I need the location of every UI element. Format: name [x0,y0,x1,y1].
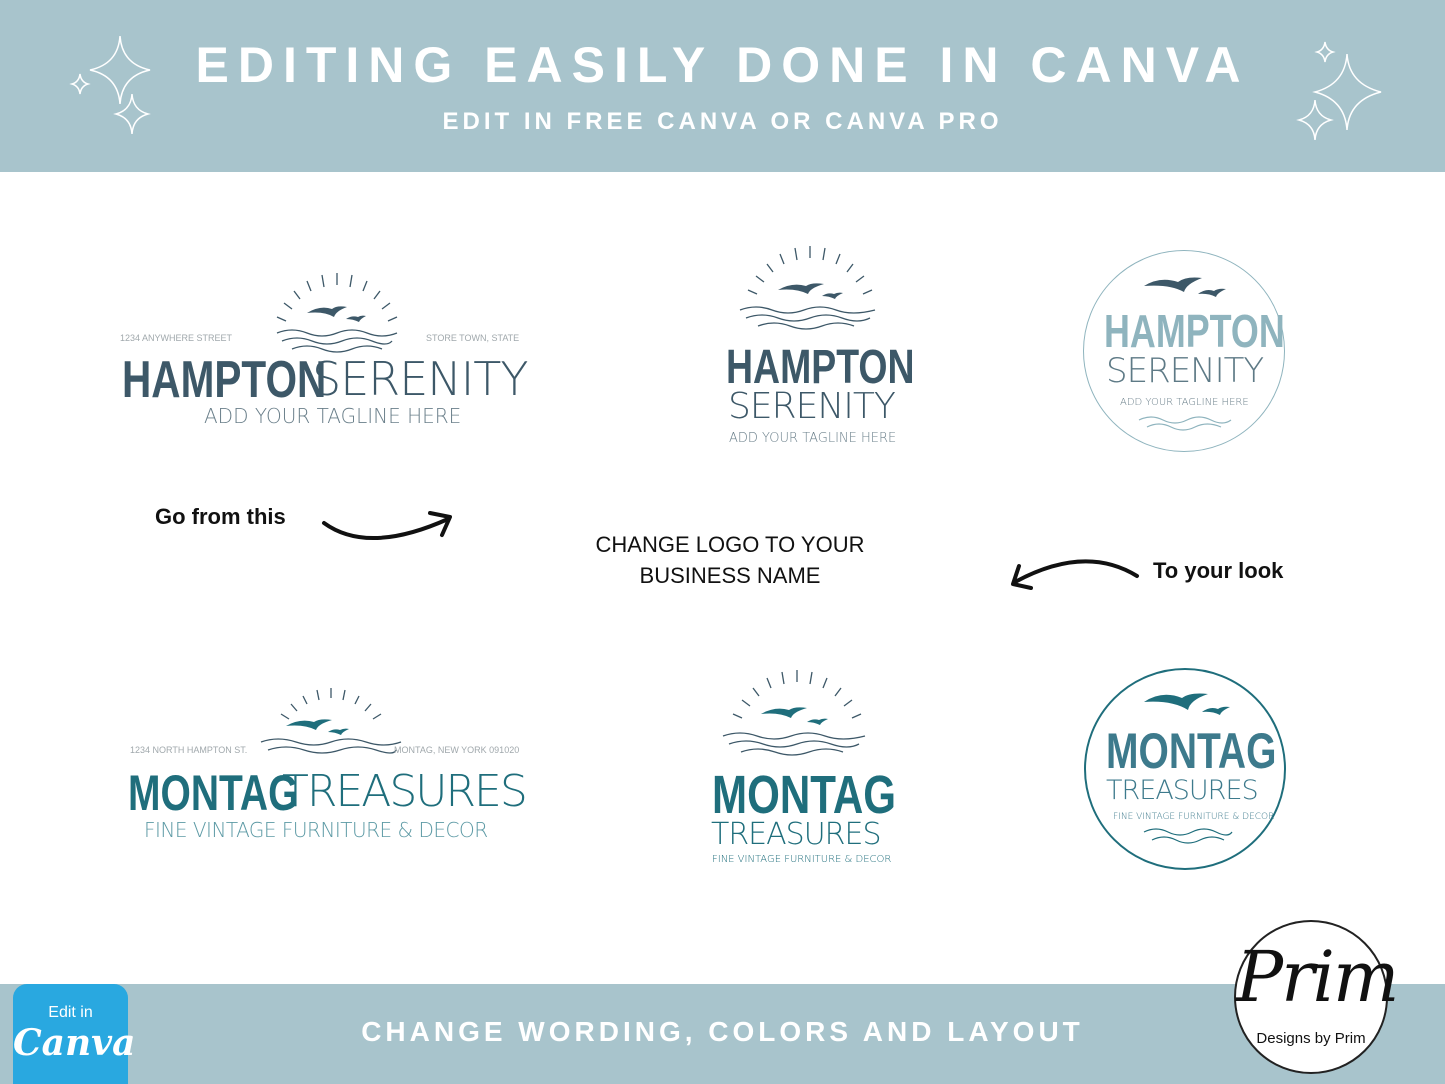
address-left: 1234 ANYWHERE STREET [120,333,233,343]
prim-logo-word: Prim [1236,936,1398,1018]
sparkle-icon-right [1285,40,1385,150]
logo-tagline: ADD YOUR TAGLINE HERE [729,431,897,446]
go-from-this-label: Go from this [155,504,286,529]
edit-in-canva-badge[interactable] [13,984,136,1084]
to-your-look-label: To your look [1153,558,1284,583]
logo-name-bold: HAMPTON [122,351,327,409]
address-right: MONTAG, NEW YORK 091020 [394,745,520,755]
logo-name-bold: MONTAG [1106,723,1277,779]
curved-arrow-left-icon [1005,550,1145,595]
logo-name-light: SERENITY [1106,351,1264,391]
logo-tagline: FINE VINTAGE FURNITURE & DECOR [1113,812,1275,822]
logo-tagline: ADD YOUR TAGLINE HERE [1120,397,1249,408]
waves-icon [1135,414,1235,436]
sunrise-seagull-icon [715,664,880,764]
logo-name-bold: HAMPTON [1104,305,1285,357]
center-text-line2: BUSINESS NAME [639,563,821,588]
canva-logo-text: Canva [13,1022,136,1064]
logo-name-light: TREASURES [282,766,526,817]
prim-logo-badge [1234,920,1398,1074]
sparkle-icon-left [60,30,160,140]
center-text-line1: CHANGE LOGO TO YOUR [595,532,865,557]
logo-name-light: SERENITY [728,386,895,427]
sunrise-seagull-icon [730,240,890,340]
sunrise-seagull-icon [256,682,406,762]
subheadline: EDIT IN FREE CANVA OR CANVA PRO [442,108,1003,135]
logo-name-light: TREASURES [1106,775,1258,806]
address-left: 1234 NORTH HAMPTON ST. [130,745,248,755]
logo-name-bold: MONTAG [712,765,897,825]
prim-logo-subtitle: Designs by Prim [1256,1030,1366,1047]
logo-name-light: TREASURES [711,817,881,852]
seagull-icon [1140,686,1235,722]
logo-name-light: SERENITY [312,352,528,406]
headline: EDITING EASILY DONE IN CANVA [195,37,1250,93]
seagull-icon [1140,270,1230,306]
logo-tagline: FINE VINTAGE FURNITURE & DECOR [712,854,892,865]
logo-name-bold: HAMPTON [726,341,915,394]
address-right: STORE TOWN, STATE [426,333,520,343]
footer-text: CHANGE WORDING, COLORS AND LAYOUT [361,1016,1084,1047]
waves-icon [1140,826,1235,850]
logo-tagline: FINE VINTAGE FURNITURE & DECOR [144,818,488,842]
logo-name-bold: MONTAG [128,765,299,821]
logo-tagline: ADD YOUR TAGLINE HERE [204,404,462,428]
canva-badge-small-text: Edit in [48,1004,93,1021]
